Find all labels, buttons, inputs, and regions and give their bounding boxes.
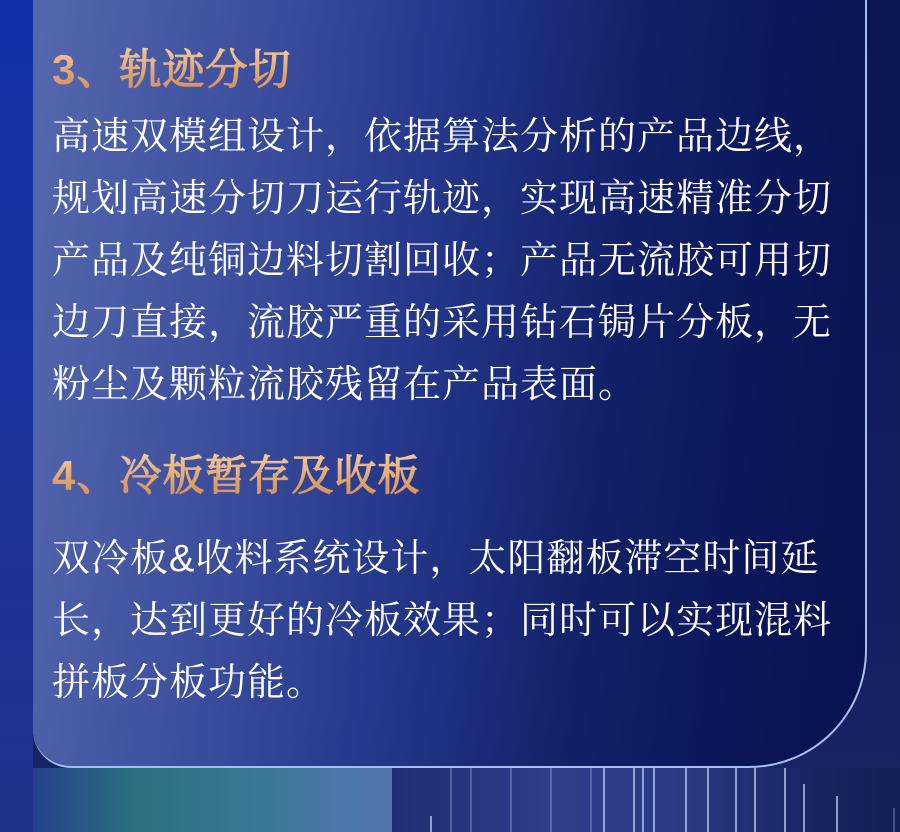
text-line: 拼板分板功能。	[52, 662, 326, 704]
bottom-decoration-band	[33, 768, 900, 832]
decor-line	[642, 768, 644, 832]
text-line: 长，达到更好的冷板效果；同时可以实现混料	[52, 600, 833, 642]
decor-line	[653, 768, 655, 832]
content-card	[33, 0, 867, 768]
decor-line	[735, 768, 737, 832]
text-line: 双冷板&收料系统设计，太阳翻板滞空时间延	[52, 538, 820, 580]
decor-line	[510, 768, 512, 832]
decor-line	[450, 768, 452, 832]
text-line: 产品及纯铜边料切割回收；产品无流胶可用切	[52, 240, 833, 282]
decor-line	[707, 768, 709, 832]
text-line: 粉尘及颗粒流胶残留在产品表面。	[52, 364, 638, 406]
decor-line	[803, 784, 805, 832]
section-4-heading: 4、冷板暂存及收板	[52, 452, 832, 500]
decor-line	[590, 768, 592, 832]
decor-line	[470, 768, 472, 832]
decor-line	[784, 768, 786, 832]
decor-line	[603, 768, 605, 832]
decor-line	[685, 768, 687, 832]
teal-gradient-panel	[33, 768, 392, 832]
section-4-paragraph	[52, 528, 832, 714]
section-3-paragraph	[52, 106, 832, 416]
decor-line	[633, 768, 635, 832]
decor-line	[430, 816, 432, 832]
decor-line	[754, 768, 756, 832]
decor-line	[893, 808, 895, 832]
section-3-heading: 3、轨迹分切	[52, 46, 832, 94]
text-line: 规划高速分切刀运行轨迹，实现高速精准分切	[52, 178, 833, 220]
text-line: 高速双模组设计，依据算法分析的产品边线，	[52, 116, 833, 158]
decor-line	[836, 796, 838, 832]
text-line: 边刀直接，流胶严重的采用钻石锔片分板，无	[52, 302, 833, 344]
background-left-strip	[0, 0, 33, 832]
decor-line	[550, 768, 552, 832]
text-content	[52, 0, 832, 714]
